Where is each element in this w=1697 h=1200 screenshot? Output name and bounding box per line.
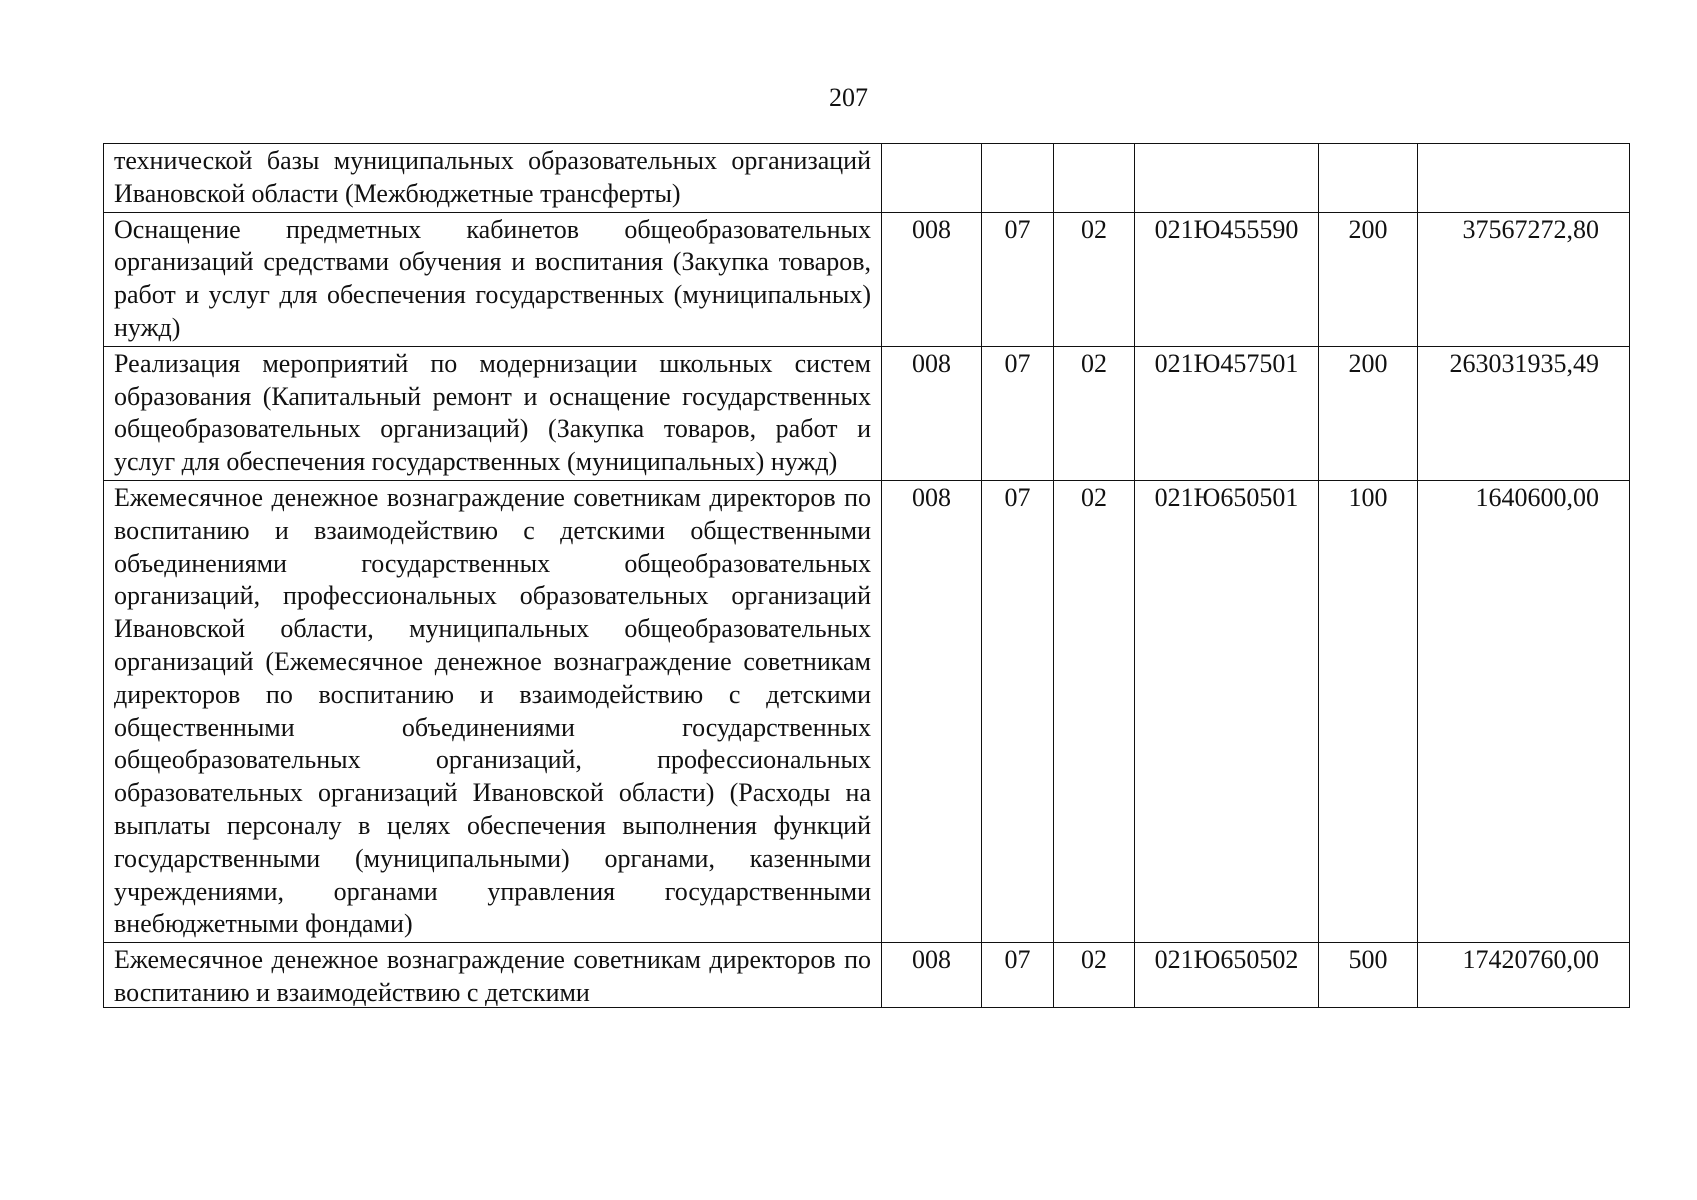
row-amount: 17420760,00	[1418, 943, 1630, 1008]
page-number: 207	[829, 83, 868, 112]
row-amount: 37567272,80	[1418, 212, 1630, 346]
row-expense-type: 200	[1319, 212, 1418, 346]
row-section-code: 07	[982, 480, 1054, 942]
budget-table	[103, 143, 1630, 1008]
table-row	[104, 346, 1630, 480]
row-target-article	[1135, 144, 1319, 213]
row-ministry-code	[882, 144, 982, 213]
row-ministry-code: 008	[882, 346, 982, 480]
row-description: Ежемесячное денежное вознаграждение советникам директоров по воспитанию и взаимодействию с детскими	[114, 945, 871, 1007]
row-target-article: 021Ю457501	[1135, 346, 1319, 480]
row-description-cell	[104, 943, 882, 1008]
row-subsection-code: 02	[1054, 212, 1135, 346]
table-row	[104, 144, 1630, 213]
row-description: технической базы муниципальных образовательных организаций Ивановской области (Межбюджетные трансферты)	[104, 144, 882, 213]
row-section-code: 07	[982, 943, 1054, 1008]
row-ministry-code: 008	[882, 212, 982, 346]
table-row	[104, 480, 1630, 942]
table-row	[104, 212, 1630, 346]
row-section-code: 07	[982, 346, 1054, 480]
row-description: Реализация мероприятий по модернизации школьных систем образования (Капитальный ремонт и оснащение государственных общеобразовательных организаций) (Закупка товаров, работ и услуг для обеспечения государственных (муниципальных) нужд)	[104, 346, 882, 480]
row-ministry-code: 008	[882, 480, 982, 942]
row-expense-type: 100	[1319, 480, 1418, 942]
row-subsection-code: 02	[1054, 346, 1135, 480]
row-section-code: 07	[982, 212, 1054, 346]
row-description: Оснащение предметных кабинетов общеобразовательных организаций средствами обучения и воспитания (Закупка товаров, работ и услуг для обеспечения государственных (муниципальных) нужд)	[104, 212, 882, 346]
row-subsection-code	[1054, 144, 1135, 213]
table-row	[104, 943, 1630, 1008]
row-amount: 263031935,49	[1418, 346, 1630, 480]
row-section-code	[982, 144, 1054, 213]
row-description: Ежемесячное денежное вознаграждение советникам директоров по воспитанию и взаимодействию с детскими общественными объединениями государственных общеобразовательных организаций, профессиональных образовательных организаций Ивановской области, муниципальных общеобразовательных организаций (Ежемесячное денежное вознаграждение советникам директоров по воспитанию и взаимодействию с детскими общественными объединениями государственных общеобразовательных организаций, профессиональных образовательных организаций Ивановской области) (Расходы на выплаты персоналу в целях обеспечения выполнения функций государственными (муниципальными) органами, казенными учреждениями, органами управления государственными внебюджетными фондами)	[104, 480, 882, 942]
row-expense-type: 500	[1319, 943, 1418, 1008]
row-expense-type: 200	[1319, 346, 1418, 480]
row-target-article: 021Ю650501	[1135, 480, 1319, 942]
row-subsection-code: 02	[1054, 943, 1135, 1008]
row-expense-type	[1319, 144, 1418, 213]
row-target-article: 021Ю650502	[1135, 943, 1319, 1008]
row-amount	[1418, 144, 1630, 213]
row-target-article: 021Ю455590	[1135, 212, 1319, 346]
row-subsection-code: 02	[1054, 480, 1135, 942]
row-amount: 1640600,00	[1418, 480, 1630, 942]
row-ministry-code: 008	[882, 943, 982, 1008]
